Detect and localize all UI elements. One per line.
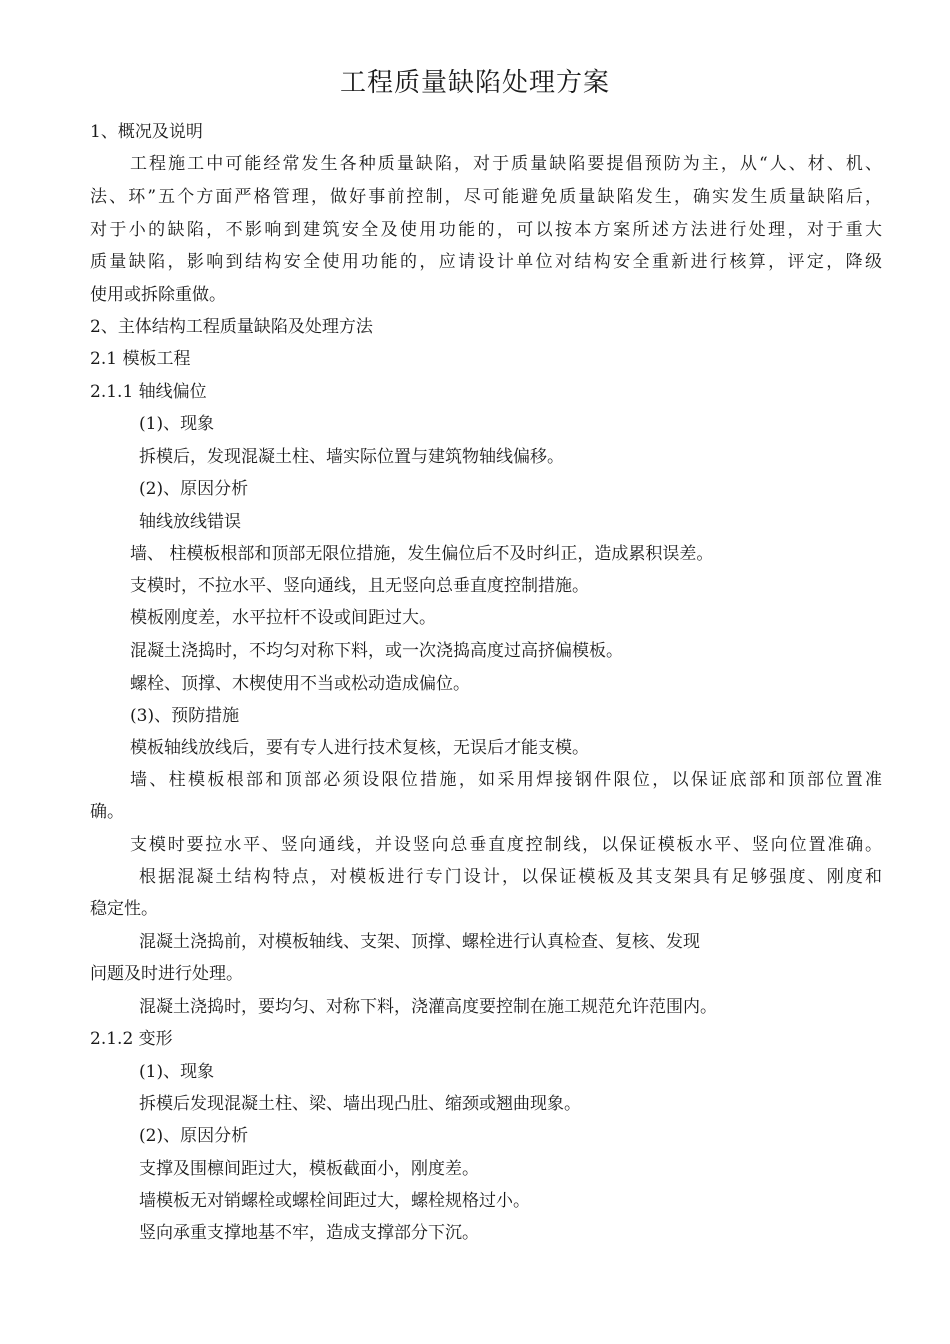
prevention-item: 模板轴线放线后，要有专人进行技术复核，无误后才能支模。 [130,738,589,758]
page-title: 工程质量缺陷处理方案 [339,68,610,98]
cause-item: 墙模板无对销螺栓或螺栓间距过大，螺栓规格过小。 [139,1191,530,1211]
cause-item: 螺栓、顶撑、木楔使用不当或松动造成偏位。 [130,674,470,694]
section-2-1-1-heading: 2.1.1 轴线偏位 [90,382,207,402]
paragraph-line: 法、环”五个方面严格管理，做好事前控制，尽可能避免质量缺陷发生，确实发生质量缺陷后， [90,187,882,207]
section-1-heading: 1、概况及说明 [90,122,203,142]
section-2-1-2-heading: 2.1.2 变形 [90,1029,173,1049]
paragraph-line: 工程施工中可能经常发生各种质量缺陷，对于质量缺陷要提倡预防为主，从“人、材、机、 [130,154,882,174]
prevention-item: 混凝土浇捣时，要均匀、对称下料，浇灌高度要控制在施工规范允许范围内。 [139,997,717,1017]
cause-label: (2)、原因分析 [139,479,249,499]
cause-item: 支模时，不拉水平、竖向通线，且无竖向总垂直度控制措施。 [130,576,589,596]
section-2-heading: 2、主体结构工程质量缺陷及处理方法 [90,317,373,337]
prevention-item: 混凝土浇捣前，对模板轴线、支架、顶撑、螺栓进行认真检查、复核、发现 [139,932,700,952]
cause-item: 竖向承重支撑地基不牢，造成支撑部分下沉。 [139,1223,479,1243]
prevention-item: 确。 [90,802,124,822]
paragraph-line: 使用或拆除重做。 [90,285,226,305]
phenomenon-text: 拆模后，发现混凝土柱、墙实际位置与建筑物轴线偏移。 [139,447,564,467]
cause-item: 模板刚度差，水平拉杆不设或间距过大。 [130,608,436,628]
cause-label: (2)、原因分析 [139,1126,249,1146]
prevention-item: 墙、柱模板根部和顶部必须设限位措施，如采用焊接钢件限位，以保证底部和顶部位置准 [130,770,882,790]
phenomenon-label: (1)、现象 [139,1062,215,1082]
prevention-item: 问题及时进行处理。 [90,964,243,984]
prevention-item: 根据混凝土结构特点，对模板进行专门设计，以保证模板及其支架具有足够强度、刚度和 [139,867,882,887]
cause-item: 混凝土浇捣时，不均匀对称下料，或一次浇捣高度过高挤偏模板。 [130,641,623,661]
phenomenon-label: (1)、现象 [139,414,215,434]
prevention-label: (3)、预防措施 [130,706,240,726]
phenomenon-text: 拆模后发现混凝土柱、梁、墙出现凸肚、缩颈或翘曲现象。 [139,1094,581,1114]
cause-item: 轴线放线错误 [139,512,241,532]
paragraph-line: 对于小的缺陷，不影响到建筑安全及使用功能的，可以按本方案所述方法进行处理，对于重大 [90,220,882,240]
prevention-item: 支模时要拉水平、竖向通线，并设竖向总垂直度控制线，以保证模板水平、竖向位置准确。 [130,835,882,855]
section-2-1-heading: 2.1 模板工程 [90,349,191,369]
paragraph-line: 质量缺陷，影响到结构安全使用功能的，应请设计单位对结构安全重新进行核算，评定，降级 [90,252,882,272]
cause-item: 支撑及围檩间距过大，模板截面小，刚度差。 [139,1159,479,1179]
cause-item: 墙、 柱模板根部和顶部无限位措施，发生偏位后不及时纠正，造成累积误差。 [130,544,714,564]
prevention-item: 稳定性。 [90,899,158,919]
